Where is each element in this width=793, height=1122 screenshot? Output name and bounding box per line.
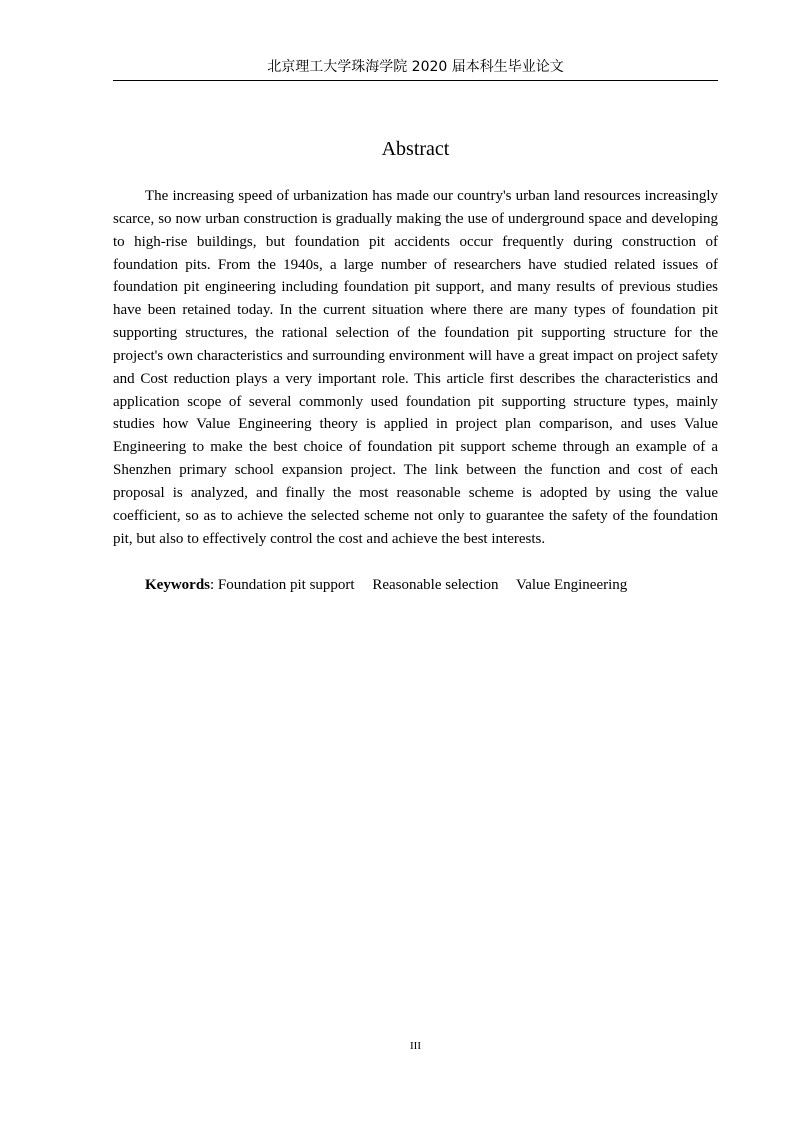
page-number: III: [410, 1040, 421, 1052]
keyword-2: Reasonable selection: [372, 577, 499, 593]
keyword-1: Foundation pit support: [217, 577, 355, 593]
keywords-separator: :: [210, 577, 218, 593]
keyword-3: Value Engineering: [516, 577, 628, 593]
keywords-label: Keywords: [145, 577, 210, 593]
running-header: 北京理工大学珠海学院 2020 届本科生毕业论文: [267, 59, 564, 75]
header-divider: [113, 80, 718, 81]
abstract-body: The increasing speed of urbanization has made our country's urban land resources increasingly scarce, so now urban construction is gradually making the use of underground space and developing to high-rise buildings, but foundation pit accidents occur frequently during construction of foundation pits. From the 1940s, a large number of researchers have studied related issues of foundation pit engineering including foundation pit support, and many results of previous studies have been retained today. In the current situation where there are many types of foundation pit supporting structures, the rational selection of the foundation pit supporting structure for the project's own characteristics and surrounding environment will have a great impact on project safety and Cost reduction plays a very important role. This article first describes the characteristics and application scope of several commonly used foundation pit supporting structure types, mainly studies how Value Engineering theory is applied in project plan comparison, and uses Value Engineering to make the best choice of foundation pit support scheme through an example of a Shenzhen primary school expansion project. The link between the function and cost of each proposal is analyzed, and finally the most reasonable scheme is adopted by using the value coefficient, so as to achieve the selected scheme not only to guarantee the safety of the foundation pit, but also to effectively control the cost and achieve the best interests.: [113, 188, 718, 547]
abstract-heading: Abstract: [381, 138, 450, 160]
keywords-line: [145, 574, 718, 596]
